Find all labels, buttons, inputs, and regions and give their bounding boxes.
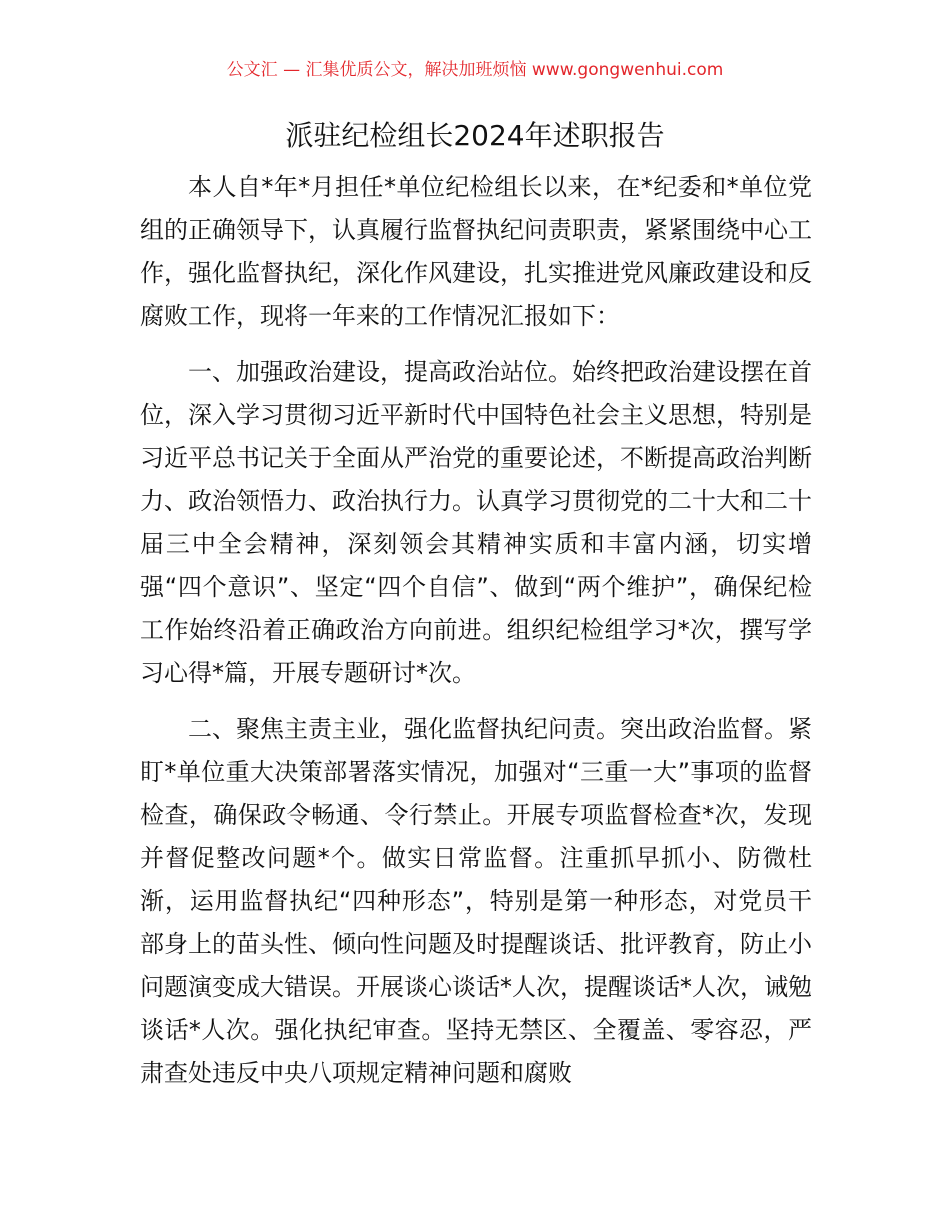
- paragraph-section-1: 一、加强政治建设，提高政治站位。始终把政治建设摆在首位，深入学习贯彻习近平新时代中国特色社会主义思想，特别是习近平总书记关于全面从严治党的重要论述，不断提高政治判断力、政治领悟力、政治执行力。认真学习贯彻党的二十大和二十届三中全会精神，深刻领会其精神实质和丰富内涵，切实增强“四个意识”、坚定“四个自信”、做到“两个维护”，确保纪检工作始终沿着正确政治方向前进。组织纪检组学习*次，撰写学习心得*篇，开展专题研讨*次。: [140, 358, 812, 687]
- paragraph-intro: 本人自*年*月担任*单位纪检组长以来，在*纪委和*单位党组的正确领导下，认真履行监督执纪问责职责，紧紧围绕中心工作，强化监督执纪，深化作风建设，扎实推进党风廉政建设和反腐败工作，现将一年来的工作情况汇报如下：: [140, 173, 812, 330]
- document-title: 派驻纪检组长2024年述职报告: [285, 119, 665, 152]
- paragraph-section-2: 二、聚焦主责主业，强化监督执纪问责。突出政治监督。紧盯*单位重大决策部署落实情况，加强对“三重一大”事项的监督检查，确保政令畅通、令行禁止。开展专项监督检查*次，发现并督促整改问题*个。做实日常监督。注重抓早抓小、防微杜渐，运用监督执纪“四种形态”，特别是第一种形态，对党员干部身上的苗头性、倾向性问题及时提醒谈话、批评教育，防止小问题演变成大错误。开展谈心谈话*人次，提醒谈话*人次，诫勉谈话*人次。强化执纪审查。坚持无禁区、全覆盖、零容忍，严肃查处违反中央八项规定精神问题和腐败: [140, 715, 812, 1087]
- document-body: [140, 166, 812, 1095]
- header-banner: 公文汇 — 汇集优质公文，解决加班烦恼 www.gongwenhui.com: [226, 60, 724, 80]
